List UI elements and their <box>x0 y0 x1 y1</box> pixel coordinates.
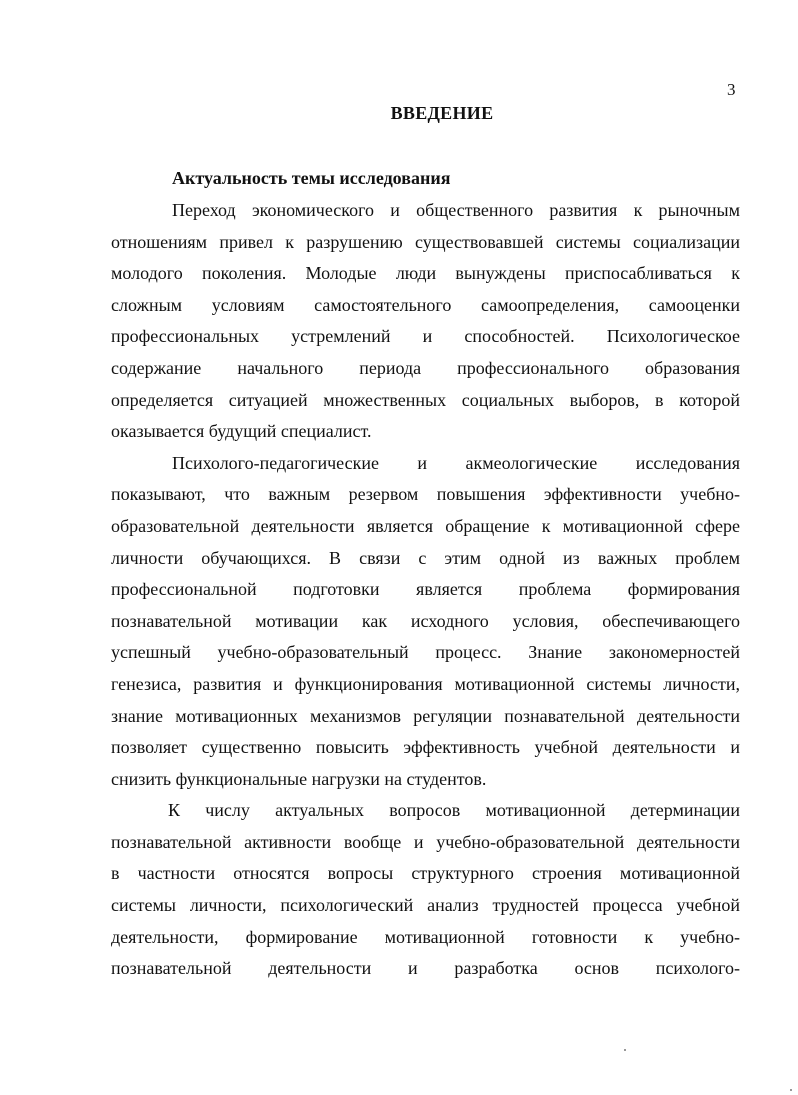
text-line: Переход экономического и общественного развития к рыночным <box>172 200 740 220</box>
section-subheading: Актуальность темы исследования <box>172 168 451 188</box>
text-line: познавательной деятельности и разработка основ психолого- <box>111 958 740 979</box>
text-line: деятельности, формирование мотивационной готовности к учебно- <box>111 926 740 947</box>
scan-speck <box>624 1049 626 1051</box>
text-line: молодого поколения. Молодые люди вынуждены приспосабливаться к <box>111 263 740 284</box>
text-line: содержание начального периода профессионального образования <box>111 357 740 378</box>
text-line: познавательной мотивации как исходного условия, обеспечивающего <box>111 610 740 631</box>
chapter-heading: ВВЕДЕНИЕ <box>390 103 494 123</box>
body-text <box>111 195 740 985</box>
text-line: знание мотивационных механизмов регуляции познавательной деятельности <box>111 705 740 726</box>
text-line: генезиса, развития и функционирования мотивационной системы личности, <box>111 673 740 694</box>
text-line: отношениям привел к разрушению существовавшей системы социализации <box>111 231 740 252</box>
text-line: К числу актуальных вопросов мотивационной детерминации <box>168 800 740 821</box>
text-line: определяется ситуацией множественных социальных выборов, в которой <box>111 389 740 410</box>
text-line: профессиональных устремлений и способностей. Психологическое <box>111 326 740 347</box>
scan-speck <box>790 1089 792 1091</box>
page-number: 3 <box>727 80 736 99</box>
text-line: в частности относятся вопросы структурного строения мотивационной <box>111 863 740 884</box>
text-line: показывают, что важным резервом повышения эффективности учебно- <box>111 484 740 505</box>
text-line: профессиональной подготовки является проблема формирования <box>111 579 740 600</box>
text-line: познавательной активности вообще и учебно-образовательной деятельности <box>111 831 740 852</box>
text-line: образовательной деятельности является обращение к мотивационной сфере <box>111 515 740 536</box>
text-line: оказывается будущий специалист. <box>111 421 372 442</box>
text-line: успешный учебно-образовательный процесс. Знание закономерностей <box>111 642 740 663</box>
text-line: Психолого-педагогические и акмеологические исследования <box>172 452 740 473</box>
text-line: личности обучающихся. В связи с этим одной из важных проблем <box>111 547 740 568</box>
text-line: снизить функциональные нагрузки на студентов. <box>111 768 487 789</box>
text-line: сложным условиям самостоятельного самоопределения, самооценки <box>111 294 740 315</box>
text-line: системы личности, психологический анализ трудностей процесса учебной <box>111 895 740 916</box>
text-line: позволяет существенно повысить эффективность учебной деятельности и <box>111 737 740 758</box>
